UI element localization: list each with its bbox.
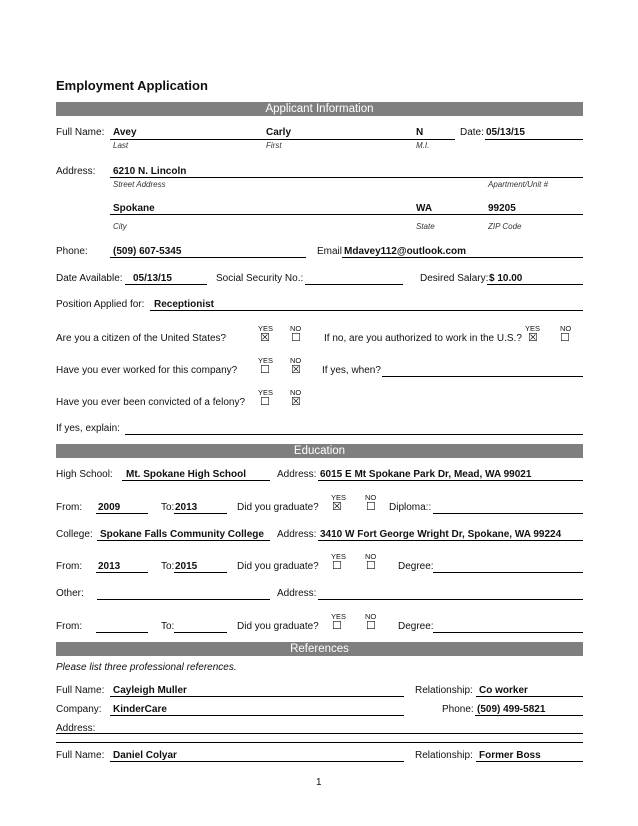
other-graduate-label: Did you graduate?: [237, 621, 319, 632]
col-from-value[interactable]: 2013: [98, 561, 121, 572]
col-to-line: [174, 572, 227, 573]
other-address-line: [318, 599, 583, 600]
ref1-phone-label: Phone:: [442, 704, 474, 715]
ssn-line: [305, 284, 403, 285]
hs-from-label: From:: [56, 502, 83, 513]
hs-grad-yes-checkbox[interactable]: ☒: [332, 501, 342, 513]
ref-separator-line: [56, 742, 583, 743]
first-name-value[interactable]: Carly: [266, 127, 292, 138]
salary-value[interactable]: $ 10.00: [489, 273, 523, 284]
phone-line: [110, 257, 306, 258]
city-line: [110, 214, 583, 215]
college-address-label: Address:: [277, 529, 317, 540]
authorized-question: If no, are you authorized to work in the U.S.?: [324, 333, 522, 344]
ref1-relationship-label: Relationship:: [415, 685, 473, 696]
hs-from-value[interactable]: 2009: [98, 502, 121, 513]
col-from-label: From:: [56, 561, 83, 572]
col-to-label: To:: [161, 561, 175, 572]
explain-line: [125, 434, 583, 435]
authorized-yes-label: YES: [525, 324, 541, 333]
felony-yes-checkbox[interactable]: ☐: [260, 396, 270, 408]
other-grad-yes-label: YES: [331, 612, 347, 621]
email-value[interactable]: Mdavey112@outlook.com: [344, 246, 467, 257]
ref1-name-label: Full Name:: [56, 685, 105, 696]
other-grad-no-checkbox[interactable]: ☐: [366, 620, 376, 632]
last-name-value[interactable]: Avey: [113, 127, 137, 138]
ssn-label: Social Security No.:: [216, 273, 304, 284]
phone-label: Phone:: [56, 246, 88, 257]
date-label: Date:: [460, 127, 484, 138]
ref1-company-value[interactable]: KinderCare: [113, 704, 167, 715]
hs-address-line: [318, 480, 583, 481]
ref1-company-line: [110, 715, 404, 716]
date-available-line: [125, 284, 207, 285]
worked-no-label: NO: [290, 356, 302, 365]
col-degree-label: Degree:: [398, 561, 434, 572]
worked-yes-checkbox[interactable]: ☐: [260, 364, 270, 376]
ref1-company-label: Company:: [56, 704, 102, 715]
position-value[interactable]: Receptionist: [154, 299, 215, 310]
authorized-no-label: NO: [560, 324, 572, 333]
felony-no-label: NO: [290, 388, 302, 397]
ref1-phone-line: [475, 715, 583, 716]
explain-label: If yes, explain:: [56, 423, 120, 434]
first-sub-label: First: [266, 141, 282, 150]
other-label: Other:: [56, 588, 84, 599]
high-school-label: High School:: [56, 469, 113, 480]
ref1-address-line: [56, 733, 583, 734]
full-name-label: Full Name:: [56, 127, 105, 138]
worked-yes-label: YES: [258, 356, 274, 365]
authorized-no-checkbox[interactable]: ☐: [560, 332, 570, 344]
diploma-label: Diploma::: [389, 502, 432, 513]
citizen-yes-checkbox[interactable]: ☒: [260, 332, 270, 344]
college-value[interactable]: Spokane Falls Community College: [100, 529, 264, 540]
ref1-address-label: Address:: [56, 723, 96, 734]
hs-grad-no-checkbox[interactable]: ☐: [366, 501, 376, 513]
ref1-phone-value[interactable]: (509) 499-5821: [477, 704, 546, 715]
position-line: [150, 310, 583, 311]
mi-sub-label: M.I.: [416, 141, 430, 150]
zip-sub-label: ZIP Code: [488, 222, 522, 231]
state-sub-label: State: [416, 222, 435, 231]
other-from-label: From:: [56, 621, 83, 632]
high-school-value[interactable]: Mt. Spokane High School: [126, 469, 247, 480]
email-label: Email: [317, 246, 343, 257]
col-grad-yes-label: YES: [331, 552, 347, 561]
other-address-label: Address:: [277, 588, 317, 599]
ref1-relationship-line: [476, 696, 583, 697]
college-label: College:: [56, 529, 93, 540]
hs-to-label: To:: [161, 502, 175, 513]
middle-initial-value[interactable]: N: [416, 127, 424, 138]
references-note: Please list three professional references.: [56, 662, 237, 673]
when-line: [382, 376, 583, 377]
hs-address-label: Address:: [277, 469, 317, 480]
street-sub-label: Street Address: [113, 180, 166, 189]
page-number: 1: [316, 777, 322, 788]
phone-value[interactable]: (509) 607-5345: [113, 246, 182, 257]
diploma-line: [433, 513, 583, 514]
city-value[interactable]: Spokane: [113, 203, 155, 214]
date-value[interactable]: 05/13/15: [486, 127, 525, 138]
ref1-name-value[interactable]: Cayleigh Muller: [113, 685, 187, 696]
other-line: [97, 599, 270, 600]
ref1-name-line: [110, 696, 404, 697]
col-degree-line: [433, 572, 583, 573]
citizen-no-checkbox[interactable]: ☐: [291, 332, 301, 344]
ref2-relationship-line: [476, 761, 583, 762]
hs-to-value[interactable]: 2013: [175, 502, 198, 513]
street-line: [110, 177, 583, 178]
felony-yes-label: YES: [258, 388, 274, 397]
date-available-value[interactable]: 05/13/15: [133, 273, 172, 284]
ref2-relationship-label: Relationship:: [415, 750, 473, 761]
state-value[interactable]: WA: [416, 203, 433, 214]
col-grad-no-checkbox[interactable]: ☐: [366, 560, 376, 572]
authorized-yes-checkbox[interactable]: ☒: [528, 332, 538, 344]
other-to-line: [174, 632, 227, 633]
worked-no-checkbox[interactable]: ☒: [291, 364, 301, 376]
salary-line: [487, 284, 583, 285]
when-label: If yes, when?: [322, 365, 381, 376]
felony-no-checkbox[interactable]: ☒: [291, 396, 301, 408]
ref2-name-line: [110, 761, 404, 762]
college-address-value[interactable]: 3410 W Fort George Wright Dr, Spokane, WA 99224: [320, 529, 562, 540]
other-from-line: [96, 632, 148, 633]
date-available-label: Date Available:: [56, 273, 123, 284]
hs-address-value[interactable]: 6015 E Mt Spokane Park Dr, Mead, WA 99021: [320, 469, 532, 480]
full-name-line: [110, 139, 455, 140]
zip-value[interactable]: 99205: [488, 203, 516, 214]
street-value[interactable]: 6210 N. Lincoln: [113, 166, 187, 177]
position-label: Position Applied for:: [56, 299, 145, 310]
ref2-relationship-value[interactable]: Former Boss: [479, 750, 541, 761]
col-graduate-label: Did you graduate?: [237, 561, 319, 572]
email-line: [342, 257, 583, 258]
city-sub-label: City: [113, 222, 127, 231]
col-grad-yes-checkbox[interactable]: ☐: [332, 560, 342, 572]
other-grad-no-label: NO: [365, 612, 377, 621]
ref2-name-value[interactable]: Daniel Colyar: [113, 750, 177, 761]
hs-grad-no-label: NO: [365, 493, 377, 502]
apt-sub-label: Apartment/Unit #: [488, 180, 549, 189]
hs-grad-yes-label: YES: [331, 493, 347, 502]
felony-question: Have you ever been convicted of a felony?: [56, 397, 246, 408]
hs-graduate-label: Did you graduate?: [237, 502, 319, 513]
citizen-yes-label: YES: [258, 324, 274, 333]
section-header-applicant: Applicant Information: [56, 102, 583, 116]
college-address-line: [318, 540, 583, 541]
col-grad-no-label: NO: [365, 552, 377, 561]
section-header-references: References: [56, 642, 583, 656]
col-from-line: [96, 572, 148, 573]
other-to-label: To:: [161, 621, 175, 632]
date-line: [485, 139, 583, 140]
hs-to-line: [174, 513, 227, 514]
citizen-question: Are you a citizen of the United States?: [56, 333, 227, 344]
section-header-education: Education: [56, 444, 583, 458]
last-sub-label: Last: [113, 141, 129, 150]
salary-label: Desired Salary:: [420, 273, 489, 284]
high-school-line: [122, 480, 270, 481]
other-degree-line: [433, 632, 583, 633]
hs-from-line: [96, 513, 148, 514]
college-line: [97, 540, 270, 541]
other-degree-label: Degree:: [398, 621, 434, 632]
other-grad-yes-checkbox[interactable]: ☐: [332, 620, 342, 632]
ref2-name-label: Full Name:: [56, 750, 105, 761]
page-title: Employment Application: [56, 78, 208, 93]
worked-question: Have you ever worked for this company?: [56, 365, 238, 376]
address-label: Address:: [56, 166, 96, 177]
ref1-relationship-value[interactable]: Co worker: [479, 685, 528, 696]
citizen-no-label: NO: [290, 324, 302, 333]
col-to-value[interactable]: 2015: [175, 561, 198, 572]
